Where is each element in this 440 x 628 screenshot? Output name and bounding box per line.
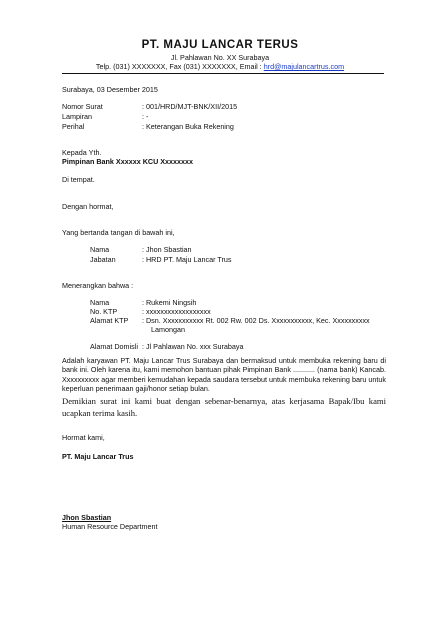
company-signature: PT. Maju Lancar Trus (62, 452, 134, 461)
email-link[interactable]: hrd@majulancartrus.com (263, 62, 345, 71)
employee-domicile-label: Alamat Domisli (90, 342, 138, 351)
company-contact (0, 62, 440, 71)
employee-name-label: Nama (90, 298, 110, 307)
signer-name-label: Nama (90, 245, 110, 254)
company-name: PT. MAJU LANCAR TERUS (141, 39, 299, 51)
meta-value-attachment: : - (142, 112, 149, 121)
regards: Hormat kami, (62, 433, 105, 442)
meta-label-attachment: Lampiran (62, 112, 92, 121)
employee-address-value: : Dsn. Xxxxxxxxxxx Rt. 002 Rw. 002 Ds. Xxxxxxxxxxx, Kec. Xxxxxxxxxx (142, 316, 370, 325)
signer-title: Human Resource Department (62, 522, 158, 531)
company-address: Jl. Pahlawan No. XX Surabaya (170, 53, 270, 62)
place-date: Surabaya, 03 Desember 2015 (62, 85, 158, 94)
body-paragraph: Adalah karyawan PT. Maju Lancar Trus Surabaya dan bermaksud untuk membuka rekening baru di bank ini. Oleh karena itu, kami memohon bantuan pihak Pimpinan Bank ........... (nama bank) Kancab. Xxxxxxxxxx agar memberi kemudahan kepada saudara tersebut untuk membuka rekening baru untuk keperluan penerimaan gaji/honor setiap bulan. (62, 356, 386, 393)
employee-address-value-cont: Lamongan (151, 325, 185, 334)
employee-ktp-label: No. KTP (90, 307, 118, 316)
signer-position-value: : HRD PT. Maju Lancar Trus (142, 255, 232, 264)
employee-address-label: Alamat KTP (90, 316, 129, 325)
meta-label-subject: Perihal (62, 122, 85, 131)
signer-position-label: Jabatan (90, 255, 116, 264)
employee-domicile-value: : Jl Pahlawan No. xxx Surabaya (142, 342, 244, 351)
signer-name-value: : Jhon Sbastian (142, 245, 192, 254)
employee-ktp-value: : xxxxxxxxxxxxxxxxxx (142, 307, 211, 316)
meta-value-subject: : Keterangan Buka Rekening (142, 122, 234, 131)
contact-text: Telp. (031) XXXXXXX, Fax (031) XXXXXXX, Email : (95, 62, 264, 71)
intro-text: Yang bertanda tangan di bawah ini, (62, 228, 175, 237)
recipient-name: Pimpinan Bank Xxxxxx KCU Xxxxxxxx (62, 157, 194, 166)
meta-value-number: : 001/HRD/MJT-BNK/XII/2015 (142, 102, 238, 111)
recipient-place: Di tempat. (62, 175, 95, 184)
states-text: Menerangkan bahwa : (62, 281, 134, 290)
employee-name-value: : Rukemi Ningsih (142, 298, 197, 307)
greeting: Dengan hormat, (62, 202, 114, 211)
closing-paragraph: Demikian surat ini kami buat dengan sebenar-benarnya, atas kerjasama Bapak/Ibu kami ucapkan terima kasih. (62, 396, 386, 418)
recipient-salutation: Kepada Yth. (62, 148, 102, 157)
meta-label-number: Nomor Surat (62, 102, 103, 111)
signer-name: Jhon Sbastian (62, 513, 112, 522)
header-divider (62, 73, 384, 74)
